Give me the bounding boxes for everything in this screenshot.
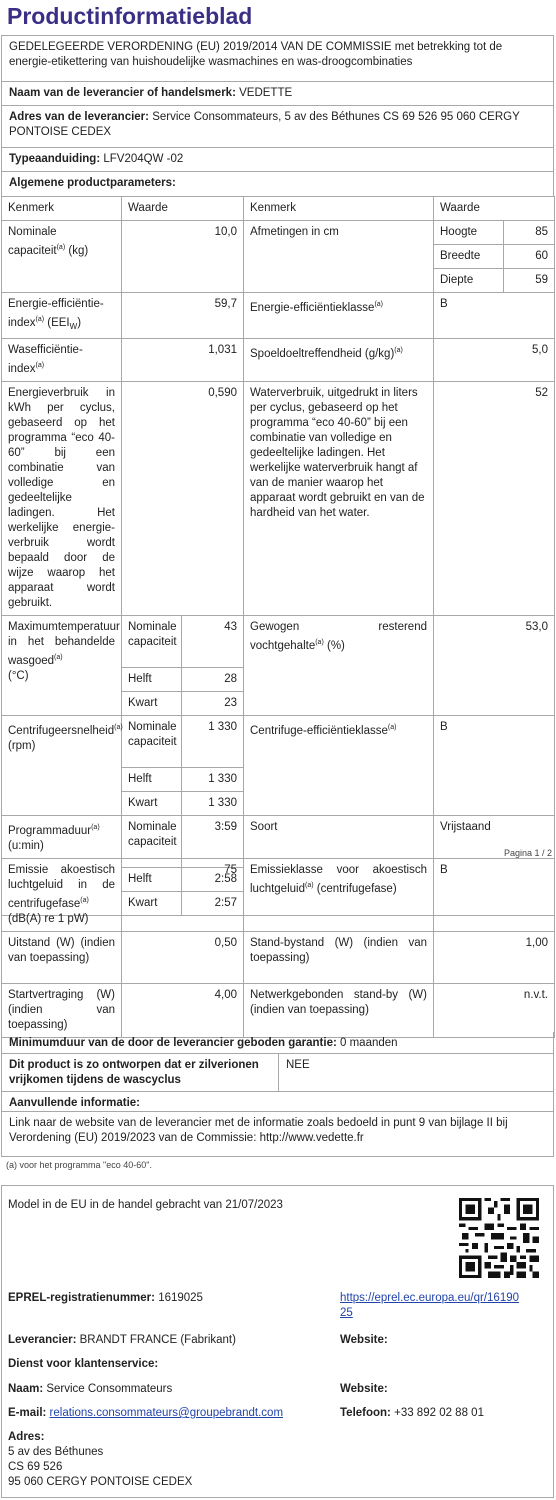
eprel-address-line2: CS 69 526 xyxy=(8,1460,63,1473)
network-label: Netwerkgebonden stand-by (W) (indien van toepassing) xyxy=(244,983,434,1037)
eclass-value: B xyxy=(434,293,555,339)
eprel-supplier-row xyxy=(8,1333,236,1348)
eprel-address-line3: 95 060 CERGY PONTOISE CEDEX xyxy=(8,1475,193,1488)
off-value: 0,50 xyxy=(122,931,244,983)
noiseclass-label-cell: Emissieklasse voor akoestisch luchtgeluid$^{(a)}$ (centrifugefase) xyxy=(244,859,434,932)
header-waarde-2: Waarde xyxy=(434,197,555,221)
supplier-name-value: VEDETTE xyxy=(239,87,293,99)
duration-label-cell: Programmaduur$^{(a)}$ (u:min) xyxy=(2,815,122,915)
temp-half-value: 28 xyxy=(182,667,244,691)
dimensions-label: Afmetingen in cm xyxy=(244,221,434,293)
silver-value: NEE xyxy=(286,1059,310,1071)
eprel-phone-row xyxy=(340,1406,484,1421)
regulation-row xyxy=(2,36,553,82)
energy-value: 0,590 xyxy=(122,381,244,615)
moist-value: 53,0 xyxy=(434,615,555,715)
width-label: Breedte xyxy=(434,245,504,269)
additional-label-row xyxy=(2,1092,553,1112)
eprel-supplier-value: BRANDT FRANCE (Fabrikant) xyxy=(79,1334,236,1346)
supplier-address-row xyxy=(2,106,553,148)
model-row xyxy=(2,148,553,172)
water-label: Waterverbruik, uitgedrukt in liters per cyclus, gebaseerd op het programma “eco 40-60” bij een combinatie van volledige en gedeeltelijke ladingen. Het werkelijke waterverbruik hangt af van de manier waarop het apparaat wordt gebruikt en van de hardheid van het water. xyxy=(244,381,434,615)
spin-quarter-label: Kwart xyxy=(122,791,182,815)
header-waarde-1: Waarde xyxy=(122,197,244,221)
duration-half-label: Helft xyxy=(122,867,182,891)
eprel-name-row xyxy=(8,1382,172,1397)
model-value: LFV204QW -02 xyxy=(103,153,184,165)
silver-row xyxy=(2,1054,553,1092)
rinse-label-cell: Spoeldoeltreffendheid $(g/kg)^{(a)}$ xyxy=(244,339,434,382)
spin-label-cell: Centrifugeersnelheid$^{(a)}$ (rpm) xyxy=(2,715,122,815)
footnote: (a) voor het programma "eco 40-60". xyxy=(6,1160,152,1170)
capacity-value: 10,0 xyxy=(122,221,244,293)
warranty-label: Minimumduur van de door de leverancier geboden garantie: xyxy=(9,1037,337,1049)
noise-value: 75 xyxy=(122,859,244,932)
eclass-label-cell: Energie-efficiëntieklasse$^{(a)}$ xyxy=(244,293,434,339)
general-row xyxy=(2,172,553,198)
depth-label: Diepte xyxy=(434,269,504,293)
type-value: Vrijstaand xyxy=(434,815,555,915)
standby-value: 1,00 xyxy=(434,931,555,983)
eprel-website-label: Website: xyxy=(340,1334,388,1346)
spinclass-label-cell: Centrifuge-efficiëntieklasse$^{(a)}$ xyxy=(244,715,434,815)
width-value: 60 xyxy=(504,245,555,269)
model-label: Typeaanduiding: xyxy=(9,153,101,165)
silver-label: Dit product is zo ontworpen dat er zilverionen vrijkomen tijdens de wascyclus xyxy=(9,1059,259,1086)
eei-label-cell: Energie-efficiëntie-index$^{(a)}$ $(EEI_W)$ xyxy=(2,293,122,339)
duration-rated-value: 3:59 xyxy=(182,815,244,867)
additional-text-row xyxy=(2,1112,553,1156)
eprel-reg-label: EPREL-registratienummer: xyxy=(8,1292,155,1304)
height-label: Hoogte xyxy=(434,221,504,245)
network-value: n.v.t. xyxy=(434,983,555,1037)
spin-half-value: 1 330 xyxy=(182,767,244,791)
eprel-phone-label: Telefoon: xyxy=(340,1407,391,1419)
eprel-name-label: Naam: xyxy=(8,1383,44,1395)
eprel-address-block xyxy=(8,1430,192,1490)
eprel-email-label: E-mail: xyxy=(8,1407,47,1419)
header-kenmerk-1: Kenmerk xyxy=(2,197,122,221)
noise-label-cell: Emissie akoestisch luchtgeluid in de centrifugefase$^{(a)}$ (dB(A) re 1 pW) xyxy=(2,859,122,932)
spin-quarter-value: 1 330 xyxy=(182,791,244,815)
eprel-placed: Model in de EU in de handel gebracht van 21/07/2023 xyxy=(8,1199,283,1211)
rinse-value: 5,0 xyxy=(434,339,555,382)
page-title: Productinformatieblad xyxy=(7,3,253,29)
temp-quarter-value: 23 xyxy=(182,691,244,715)
general-label: Algemene productparameters: xyxy=(9,177,176,189)
delay-value: 4,00 xyxy=(122,983,244,1037)
regulation-text: GEDELEGEERDE VERORDENING (EU) 2019/2014 VAN DE COMMISSIE met betrekking tot de energie-etikettering van huishoudelijke wasmachines en was-droogcombinaties xyxy=(9,41,503,68)
moist-label-cell: Gewogen resterend vochtgehalte$^{(a)}$ (%) xyxy=(244,615,434,715)
spin-rated-value: 1 330 xyxy=(182,715,244,767)
depth-value: 59 xyxy=(504,269,555,293)
eprel-email-link[interactable]: relations.consommateurs@groupebrandt.com xyxy=(49,1407,284,1419)
wash-value: 1,031 xyxy=(122,339,244,382)
eprel-website2-label: Website: xyxy=(340,1383,388,1395)
spin-half-label: Helft xyxy=(122,767,182,791)
eprel-supplier-label: Leverancier: xyxy=(8,1334,77,1346)
eprel-phone-value: +33 892 02 88 01 xyxy=(394,1407,484,1419)
parameters-table xyxy=(1,196,555,916)
temp-quarter-label: Kwart xyxy=(122,691,182,715)
eprel-email-row xyxy=(8,1406,283,1421)
supplier-name-row xyxy=(2,82,553,106)
eei-value: 59,7 xyxy=(122,293,244,339)
warranty-row xyxy=(2,1032,553,1054)
eprel-address-line1: 5 av des Béthunes xyxy=(8,1445,104,1458)
supplier-name-label: Naam van de leverancier of handelsmerk: xyxy=(9,87,236,99)
additional-text: Link naar de website van de leverancier met de informatie zoals bedoeld in punt 9 van bijlage II bij Verordening (EU) 2019/2023 van de Commissie: http://www.vedette.fr xyxy=(9,1117,508,1144)
eprel-reg-row xyxy=(8,1291,203,1306)
divider xyxy=(278,1054,279,1091)
temp-half-label: Helft xyxy=(122,667,182,691)
header-box xyxy=(1,35,554,197)
temp-rated-value: 43 xyxy=(182,615,244,667)
noiseclass-value: B xyxy=(434,859,555,932)
additional-box xyxy=(1,1032,554,1157)
delay-label: Startvertraging (W) (indien van toepassing) xyxy=(2,983,122,1037)
eprel-url-link[interactable]: https://eprel.ec.europa.eu/qr/1619025 xyxy=(340,1292,520,1319)
duration-quarter-value: 2:57 xyxy=(182,891,244,915)
qr-code-icon xyxy=(459,1198,539,1278)
eprel-name-value: Service Consommateurs xyxy=(46,1383,173,1395)
temp-label-cell: Maximumtemperatuur in het behandelde wasgoed$^{(a)}$ (°C) xyxy=(2,615,122,715)
type-label: Soort xyxy=(244,815,434,915)
supplier-address-value: Service Consommateurs, 5 av des Béthunes CS 69 526 95 060 CERGY PONTOISE CEDEX xyxy=(9,111,520,138)
energy-label: Energieverbruik in kWh per cyclus, gebaseerd op het programma “eco 40-60” bij een combinatie van volledige en gedeeltelijke ladingen. Het werkelijke energieverbruik wordt bepaald door de wijze waarop het apparaat wordt gebruikt. xyxy=(2,381,122,615)
eprel-address-label: Adres: xyxy=(8,1431,45,1443)
standby-label: Stand-bystand (W) (indien van toepassing) xyxy=(244,931,434,983)
eprel-service-label: Dienst voor klantenservice: xyxy=(8,1358,159,1370)
header-kenmerk-2: Kenmerk xyxy=(244,197,434,221)
parameters-table-page2 xyxy=(1,858,555,1038)
duration-half-value: 2:58 xyxy=(182,867,244,891)
wash-label-cell: Wasefficiëntie-index$^{(a)}$ xyxy=(2,339,122,382)
eprel-reg-value: 1619025 xyxy=(158,1292,203,1304)
duration-quarter-label: Kwart xyxy=(122,891,182,915)
water-value: 52 xyxy=(434,381,555,615)
header-row xyxy=(2,197,555,221)
capacity-label-cell: Nominale capaciteit$^{(a)}$ (kg) xyxy=(2,221,122,293)
spinclass-value: B xyxy=(434,715,555,815)
page-number: Pagina 1 / 2 xyxy=(503,848,552,858)
temp-rated-label: Nominale capaciteit xyxy=(122,615,182,667)
spin-rated-label: Nominale capaciteit xyxy=(122,715,182,767)
supplier-address-label: Adres van de leverancier: xyxy=(9,111,149,123)
off-label: Uitstand (W) (indien van toepassing) xyxy=(2,931,122,983)
duration-rated-label: Nominale capaciteit xyxy=(122,815,182,867)
height-value: 85 xyxy=(504,221,555,245)
warranty-value: 0 maanden xyxy=(340,1037,398,1049)
additional-label: Aanvullende informatie: xyxy=(9,1097,140,1109)
